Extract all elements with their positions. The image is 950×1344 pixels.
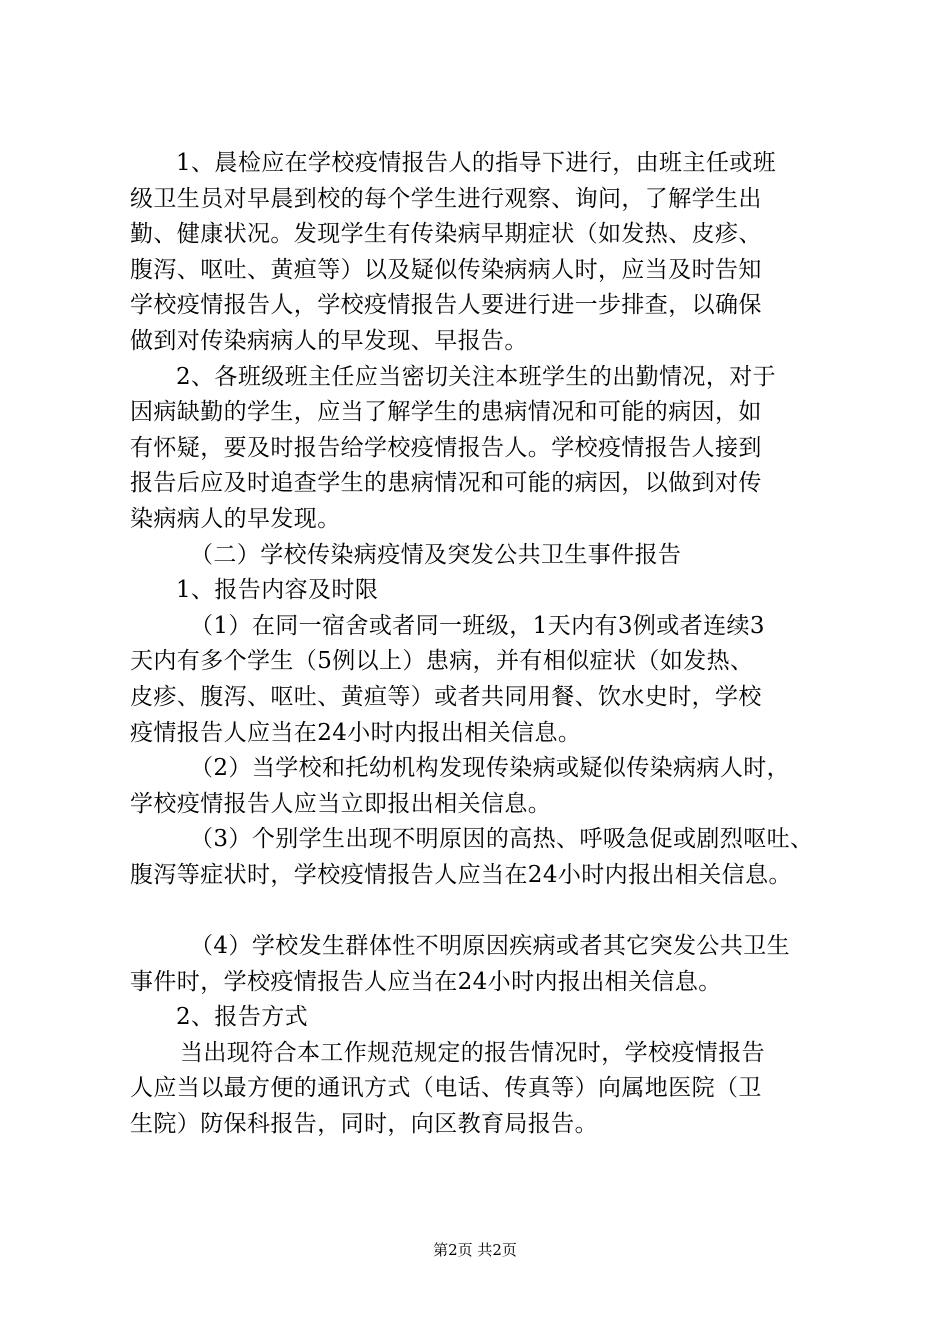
text-line: （4）学校发生群体性不明原因疾病或者其它突发公共卫生 [190, 933, 791, 960]
text-line: 报告后应及时追查学生的患病情况和可能的病因，以做到对传 [130, 470, 762, 497]
text-line: 做到对传染病病人的早发现、早报告。 [130, 327, 528, 354]
text-line: 腹泻、呕吐、黄疸等）以及疑似传染病病人时，应当及时告知 [130, 256, 762, 283]
text-line: 当出现符合本工作规范规定的报告情况时，学校疫情报告 [180, 1039, 765, 1066]
page-footer: 第2页 共2页 [433, 1241, 517, 1259]
text-line: 皮疹、腹泻、呕吐、黄疸等）或者共同用餐、饮水史时，学校 [130, 683, 762, 710]
text-line: （1）在同一宿舍或者同一班级，1天内有3例或者连续3 [190, 612, 765, 639]
text-line: 2、各班级班主任应当密切关注本班学生的出勤情况，对于 [176, 363, 777, 390]
text-line: 疫情报告人应当在24小时内报出相关信息。 [130, 719, 582, 746]
text-line: 腹泻等症状时，学校疫情报告人应当在24小时内报出相关信息。 [130, 861, 792, 888]
text-line: 人应当以最方便的通讯方式（电话、传真等）向属地医院（卫 [130, 1075, 762, 1102]
text-line: （3）个别学生出现不明原因的高热、呼吸急促或剧烈呕吐、 [190, 826, 814, 853]
document-body [130, 146, 850, 1143]
text-line: 染病病人的早发现。 [130, 505, 341, 532]
text-line: 勤、健康状况。发现学生有传染病早期症状（如发热、皮疹、 [130, 221, 762, 248]
text-line: 天内有多个学生（5例以上）患病，并有相似症状（如发热、 [130, 648, 754, 675]
blank-line [130, 893, 850, 929]
text-line: 级卫生员对早晨到校的每个学生进行观察、询问，了解学生出 [130, 185, 762, 212]
text-line: 有怀疑，要及时报告给学校疫情报告人。学校疫情报告人接到 [130, 434, 762, 461]
section-heading: （二）学校传染病疫情及突发公共卫生事件报告 [190, 541, 682, 568]
subsection-heading: 1、报告内容及时限 [176, 577, 379, 604]
subsection-heading: 2、报告方式 [176, 1004, 309, 1031]
text-line: 生院）防保科报告，同时，向区教育局报告。 [130, 1111, 598, 1138]
text-line: （2）当学校和托幼机构发现传染病或疑似传染病病人时， [190, 755, 791, 782]
text-line: 事件时，学校疫情报告人应当在24小时内报出相关信息。 [130, 968, 722, 995]
text-line: 学校疫情报告人，学校疫情报告人要进行进一步排查，以确保 [130, 292, 762, 319]
text-line: 因病缺勤的学生，应当了解学生的患病情况和可能的病因，如 [130, 399, 762, 426]
text-line: 学校疫情报告人应当立即报出相关信息。 [130, 790, 552, 817]
text-line: 1、晨检应在学校疫情报告人的指导下进行，由班主任或班 [176, 150, 777, 176]
